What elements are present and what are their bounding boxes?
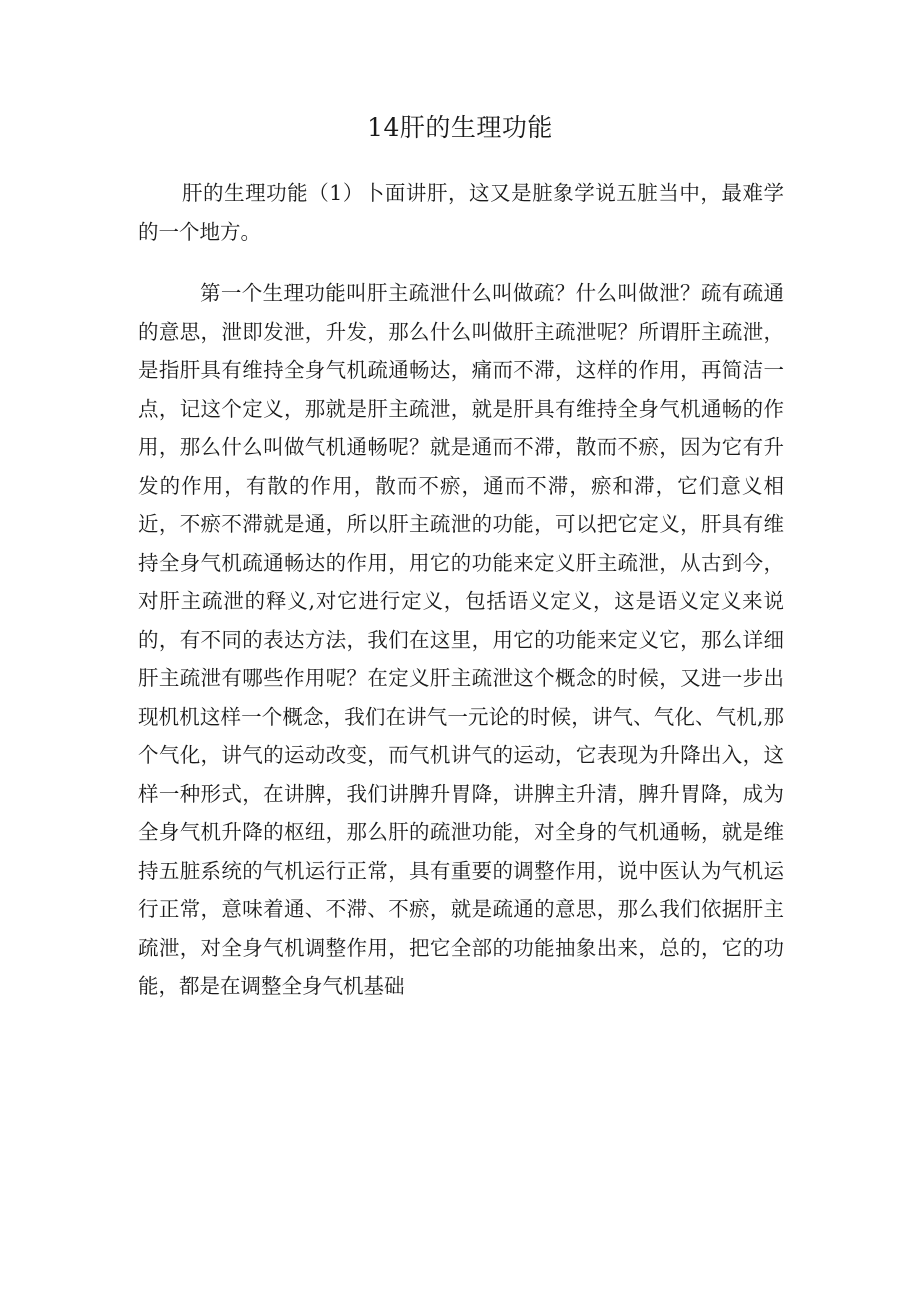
document-title: 14肝的生理功能 <box>367 113 553 142</box>
paragraph-liver-dispersion: 第一个生理功能叫肝主疏泄什么叫做疏？什么叫做泄？疏有疏通的意思，泄即发泄，升发，那么什么叫做肝主疏泄呢？所谓肝主疏泄，是指肝具有维持全身气机疏通畅达，痛而不滞，这样的作用，再简洁一点，记这个定义，那就是肝主疏泄，就是肝具有维持全身气机通畅的作用，那么什么叫做气机通畅呢？就是通而不滞，散而不瘀，因为它有升发的作用，有散的作用，散而不瘀，通而不滞，瘀和滞，它们意义相近，不瘀不滞就是通，所以肝主疏泄的功能，可以把它定义，肝具有维持全身气机疏通畅达的作用，用它的功能来定义肝主疏泄，从古到今，对肝主疏泄的释义,对它进行定义，包括语义定义，这是语义定义来说的，有不同的表达方法，我们在这里，用它的功能来定义它，那么详细肝主疏泄有哪些作用呢？在定义肝主疏泄这个概念的时候，又进一步出现机机这样一个概念，我们在讲气一元论的时候，讲气、气化、气机,那个气化，讲气的运动改变，而气机讲气的运动，它表现为升降出入，这样一种形式，在讲脾，我们讲脾升胃降，讲脾主升清，脾升胃降，成为全身气机升降的枢纽，那么肝的疏泄功能，对全身的气机通畅，就是维持五脏系统的气机运行正常，具有重要的调整作用，说中医认为气机运行正常，意味着通、不滞、不瘀，就是疏通的意思，那么我们依据肝主疏泄，对全身气机调整作用，把它全部的功能抽象出来，总的，它的功能，都是在调整全身气机基础 <box>138 281 784 998</box>
paragraph-intro: 肝的生理功能（1）卜面讲肝，这又是脏象学说五脏当中，最难学的一个地方。 <box>138 181 784 244</box>
